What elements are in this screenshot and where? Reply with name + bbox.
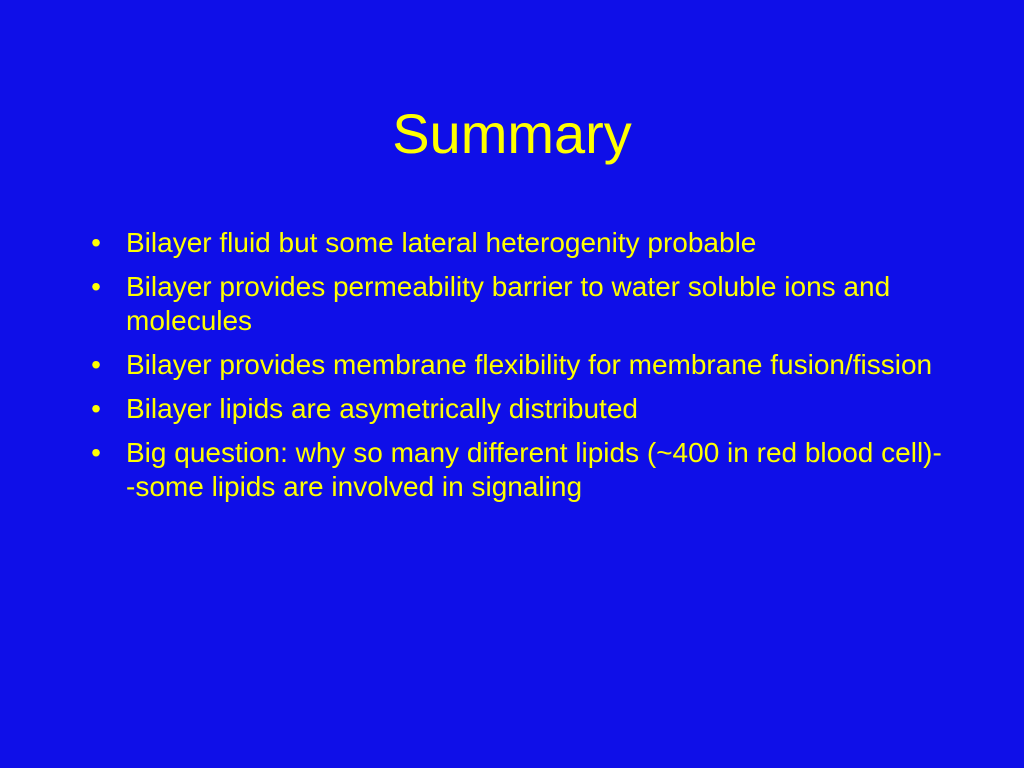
bullet-item [86,226,946,260]
bullet-text: Bilayer lipids are asymetrically distributed [126,393,638,424]
bullet-item [86,392,946,426]
bullet-text: Bilayer fluid but some lateral heterogenity probable [126,227,757,258]
bullet-icon: • [91,227,101,258]
bullet-list [86,226,946,514]
bullet-text: Bilayer provides membrane flexibility for membrane fusion/fission [126,349,933,380]
bullet-icon: • [91,349,101,380]
bullet-item [86,436,946,504]
slide-title: Summary [392,102,632,165]
bullet-icon: • [91,393,101,424]
bullet-icon: • [91,437,101,468]
bullet-item [86,348,946,382]
bullet-text: Bilayer provides permeability barrier to water soluble ions and molecules [126,271,891,336]
bullet-text: Big question: why so many different lipids (~400 in red blood cell)--some lipids are involved in signaling [126,437,942,502]
bullet-icon: • [91,271,101,302]
bullet-item [86,270,946,338]
